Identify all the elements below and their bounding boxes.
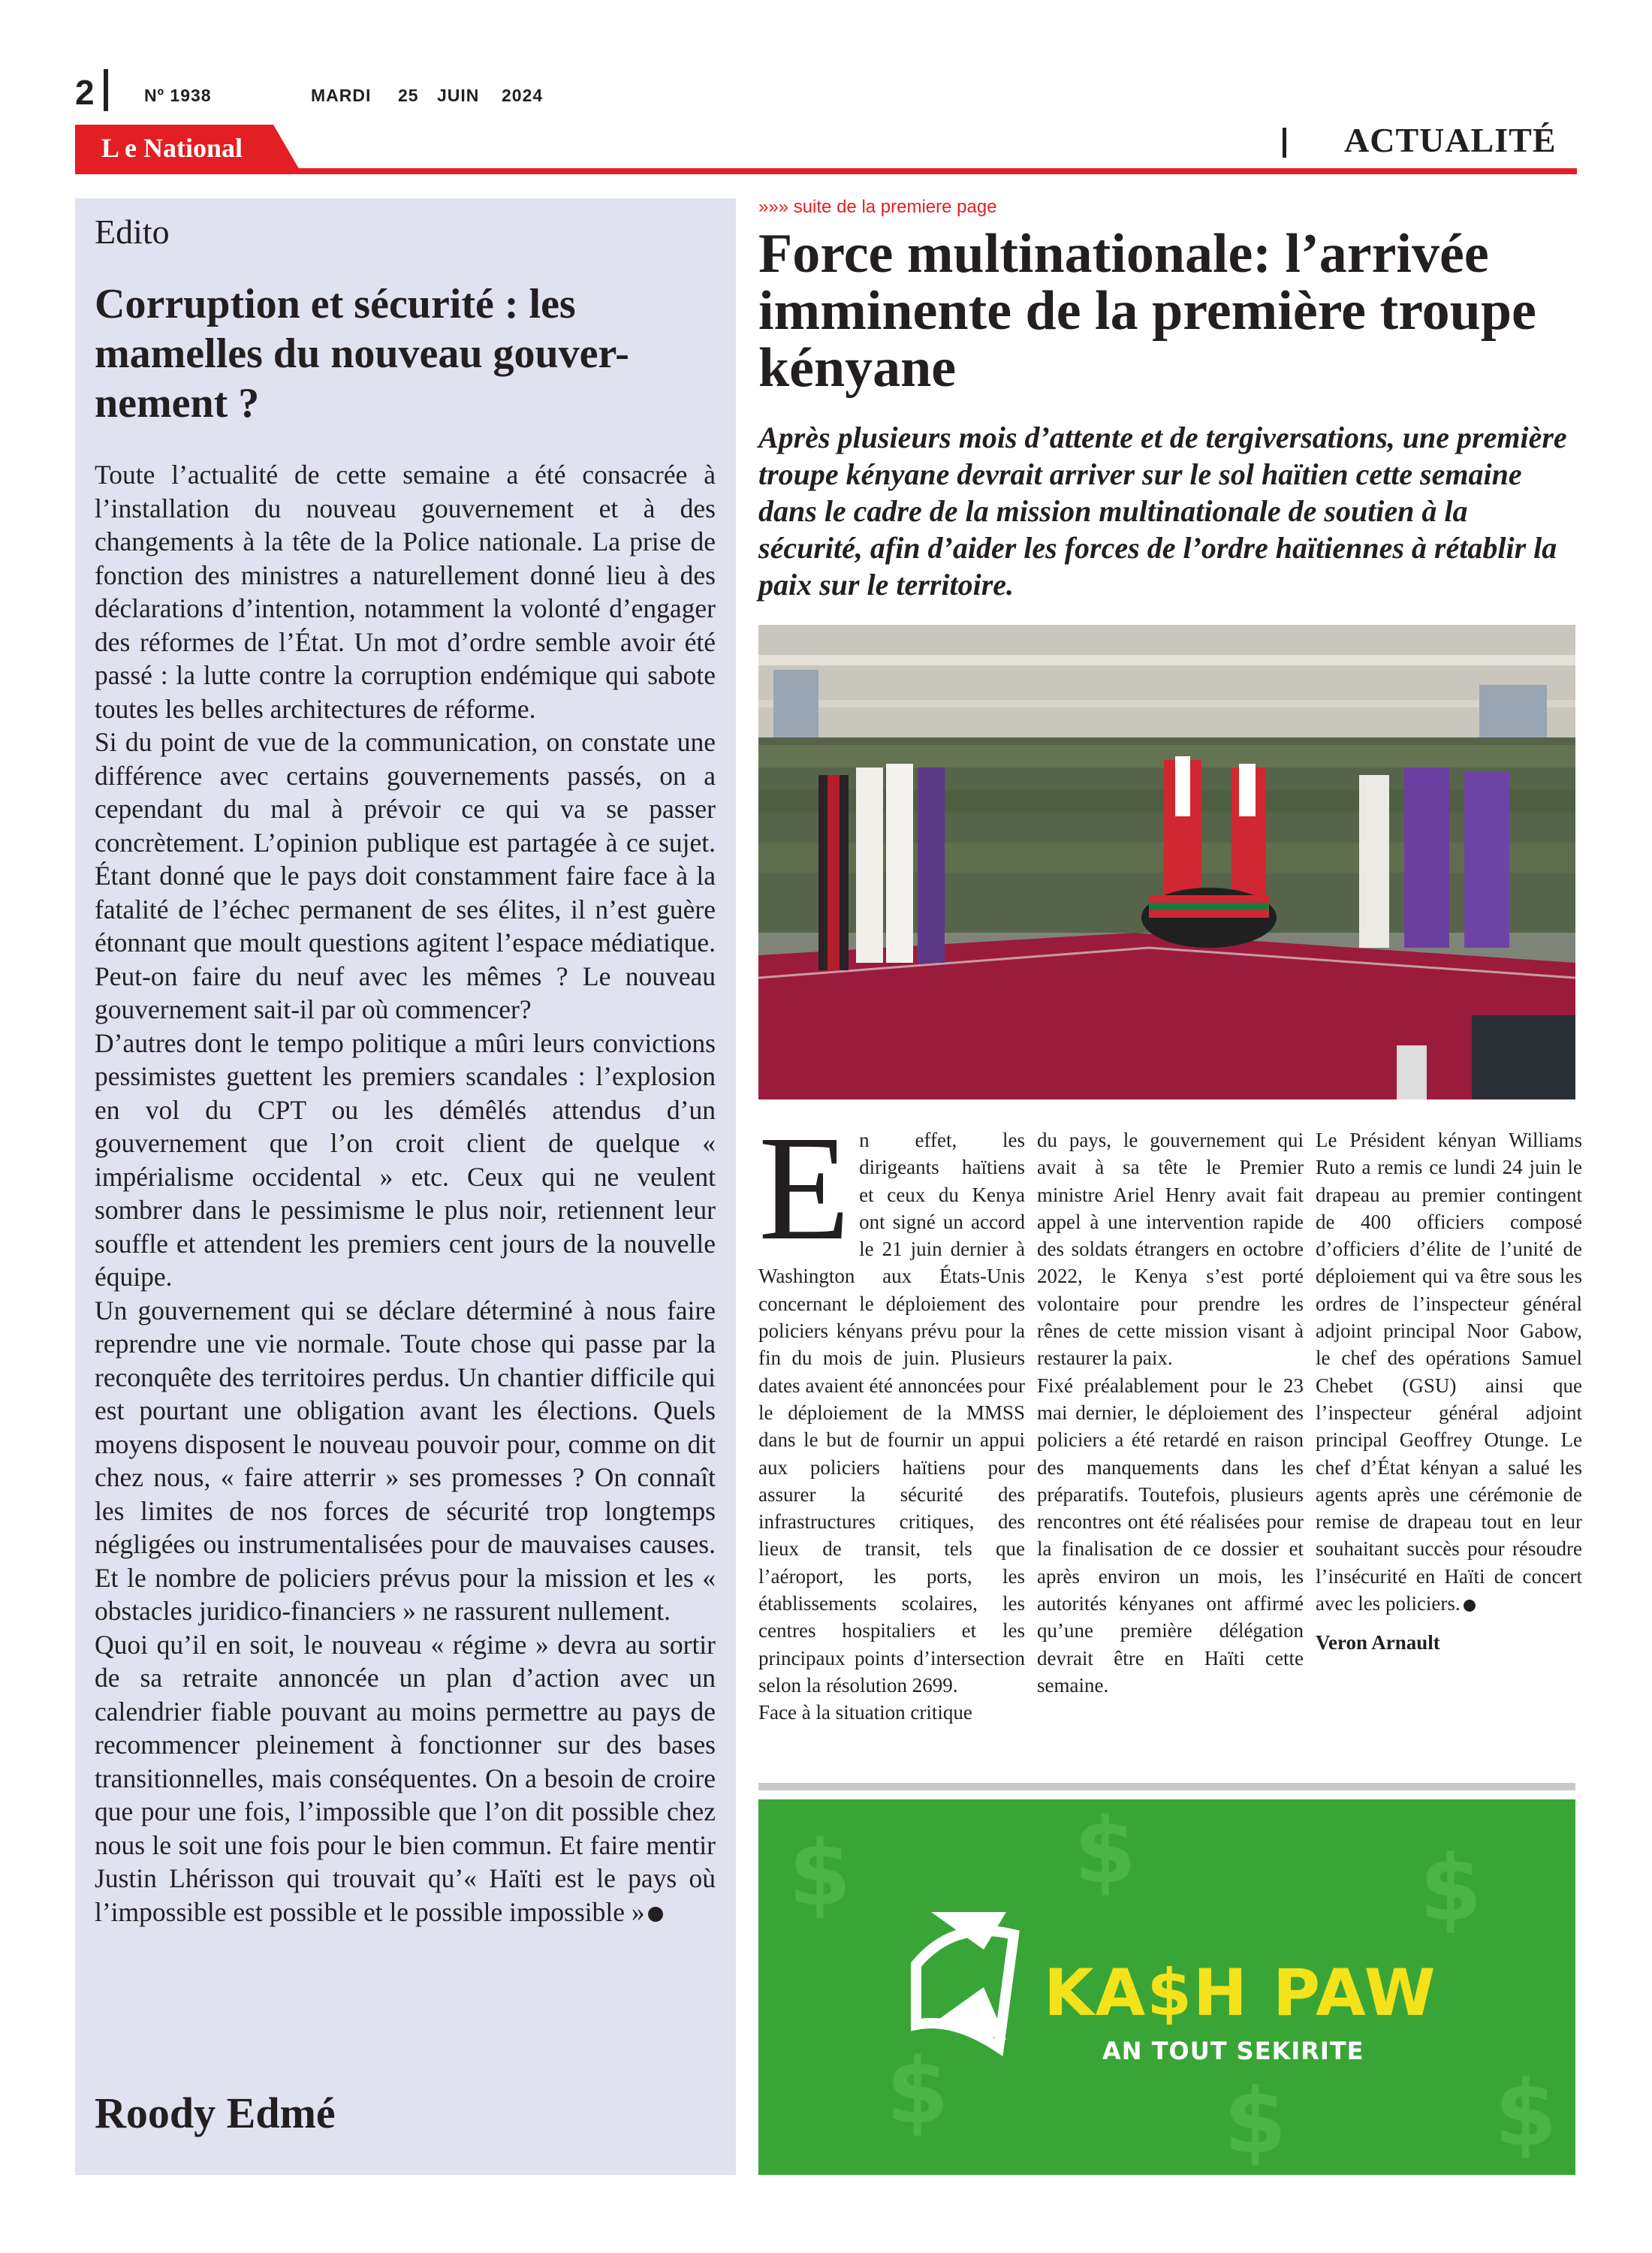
header-rule [75, 168, 1577, 174]
article-column-2 [1037, 1126, 1304, 1699]
date-month: JUIN [437, 86, 480, 105]
brand-name: L e National [101, 133, 243, 163]
ad-slogan: AN TOUT SEKIRITE [1102, 2037, 1364, 2065]
section-title: ACTUALITÉ [1344, 121, 1557, 159]
editorial-label: Edito [95, 213, 170, 251]
end-mark-icon [1464, 1600, 1476, 1612]
article-paragraph: Fixé préalablement pour le 23 mai dernier, le déploiement des policiers a été retardé en raison des manquements dans les préparatifs. Toutefois, plusieurs rencontres ont été réalisées pour la finalisation de ce dossier et après environ un mois, les autorités kényanes ont affirmé qu’une première délégation devrait être en Haïti cette semaine. [1037, 1374, 1304, 1697]
article-byline: Veron Arnault [1316, 1631, 1440, 1654]
article-photo [758, 625, 1575, 1099]
issue-number: Nº 1938 [144, 86, 212, 105]
article-lead: Après plusieurs mois d’attente et de tergiversations, une première troupe kényane devrait arriver sur le sol haïtien cette semaine dans le cadre de la mission multinationale de soutien à la sécurité, afin d’aider les forces de l’ordre haïtiennes à rétablir la paix sur le territoire. [758, 421, 1567, 602]
editorial-paragraph-text: Quoi qu’il en soit, le nouveau « régime » devra au sortir de sa retraite annoncée un plan d’action avec un calendrier fiable pouvant au moins permettre au pays de recommencer pleinement à fonctionner sur des bases transitionnelles, mais conséquentes. On a besoin de croire que pour une fois, l’impossible que l’on dit possible chez nous le soit une fois pour le bien commun. Et faire mentir Justin Lhérisson qui trouvait qu’« Haïti est le pays où l’impossible est possible et le possible impossible » [95, 1629, 716, 1927]
date-year: 2024 [502, 86, 544, 105]
svg-text:$: $ [1224, 2070, 1287, 2174]
date-day-name: MARDI [311, 86, 372, 105]
svg-text:$: $ [1419, 1837, 1482, 1941]
editorial-paragraph: Un gouvernement qui se déclare déterminé à nous faire reprendre une vie normale. Toute chose qui passe par la reconquête des territoires perdus. Un chantier difficile qui est pourtant une obligation avant les élections. Quels moyens disposent le nouveau pouvoir pour, comme on dit chez nous, « faire atterrir » ses promesses ? On connaît les limites de nos forces de sécurité trop longtemps négligées ou instrumentalisées pour de mauvaises causes. Et le nombre de policiers prévus pour la mission et les « obstacles juridico-financiers » ne rassurent nullement. [95, 1295, 716, 1626]
article-paragraph-text: Le Président kényan Williams Ruto a remis ce lundi 24 juin le drapeau au premier contingent de 400 officiers composé d’officiers d’élite de l’unité de déploiement qui va être sous les ordres de l’inspecteur général adjoint principal Noor Gabow, le chef des opérations Samuel Chebet (GSU) ainsi que l’inspecteur général adjoint principal Geoffrey Otunge. Le chef d’État kényan a salué les agents après une cérémonie de remise de drapeau tout en leur souhaitant succès pour résoudre l’insécurité en Haïti de concert avec les policiers. [1316, 1129, 1582, 1615]
article-column-3 [1316, 1126, 1582, 1657]
svg-text:$: $ [788, 1822, 852, 1926]
editorial-paragraph: Toute l’actualité de cette semaine a été consacrée à l’installation du nouveau gouvernement et à des changements à la tête de la Police nationale. La prise de fonction des ministres a naturellement donné lieu à des déclarations d’intention, notamment la volonté d’engager des réformes de l’État. Un mot d’ordre semble avoir été passé : la lutte contre la corruption endémique qui sabote toutes les belles architectures de réforme. [95, 460, 716, 724]
editorial-paragraph: D’autres dont le tempo politique a mûri leurs convictions pessimistes guettent les premiers scandales : l’explosion en vol du CPT ou les démêlés attendus d’un gouvernement que l’on croit client de quelque « impérialisme occidental » etc. Ceux qui ne veulent sombrer dans le pessimisme le plus noir, retiennent leur souffle et attendent les premiers cent jours de la nouvelle équipe. [95, 1027, 716, 1292]
editorial-title: Corruption et sécurité : les mamelles du nouveau gouver-nement ? [95, 281, 629, 427]
svg-text:$: $ [1494, 2062, 1557, 2167]
article-paragraph-last [1316, 1126, 1582, 1617]
page-number-divider [104, 69, 108, 111]
article-kicker: »»» suite de la premiere page [758, 197, 997, 217]
article-paragraph: n effet, les dirigeants haïtiens et ceux du Kenya ont signé un accord le 21 juin dernier à Washington aux États-Unis concernant le déploiement des policiers kényans prévu pour la fin du mois de juin. Plusieurs dates avaient été annoncées pour le déploiement de la MMSS dans le but de fournir un appui aux policiers haïtiens pour assurer la sécurité des infrastructures critiques, des lieux de transit, tels que l’aéroport, les ports, les établissements scolaires, les centres hospitaliers et les principaux points d’intersection selon la résolution 2699. [758, 1129, 1025, 1697]
svg-text:$: $ [886, 2040, 949, 2144]
editorial-author: Roody Edmé [95, 2089, 336, 2137]
section-divider [1283, 128, 1286, 158]
article-column-1 [758, 1105, 1025, 1727]
editorial-body [95, 458, 716, 2073]
ad-brand-name: KA$H PAW [1044, 1956, 1437, 2031]
article-headline: Force multinationale: l’arrivée imminente de la première troupe kényane [758, 223, 1536, 399]
editorial-paragraph: Si du point de vue de la communication, on constate une différence avec certains gouvernements passés, on a cependant du mal à prévoir ce qui va se passer concrètement. L’opinion publique est partagée à ce sujet. Étant donné que le pays doit constamment faire face à la fatalité de l’échec permanent de ses élites, il n’est guère étonnant que moult questions agitent l’espace médiatique. Peut-on faire du neuf avec les mêmes ? Le nouveau gouvernement sait-il par où commencer? [95, 727, 716, 1024]
editorial-paragraph-last [95, 1628, 716, 1929]
article-paragraph: Face à la situation critique [758, 1701, 972, 1724]
date-day: 25 [398, 86, 419, 105]
drop-cap: E [758, 1105, 851, 1271]
svg-text:$: $ [1074, 1799, 1137, 1904]
ad-divider [758, 1783, 1575, 1790]
page-number: 2 [75, 73, 95, 112]
article-paragraph: du pays, le gouvernement qui avait à sa tête le Premier ministre Ariel Henry avait fait appel à une intervention rapide des soldats étrangers en octobre 2022, le Kenya s’est porté volontaire pour prendre les rênes de cette mission visant à restaurer la paix. [1037, 1129, 1304, 1370]
end-mark-icon [648, 1907, 663, 1922]
